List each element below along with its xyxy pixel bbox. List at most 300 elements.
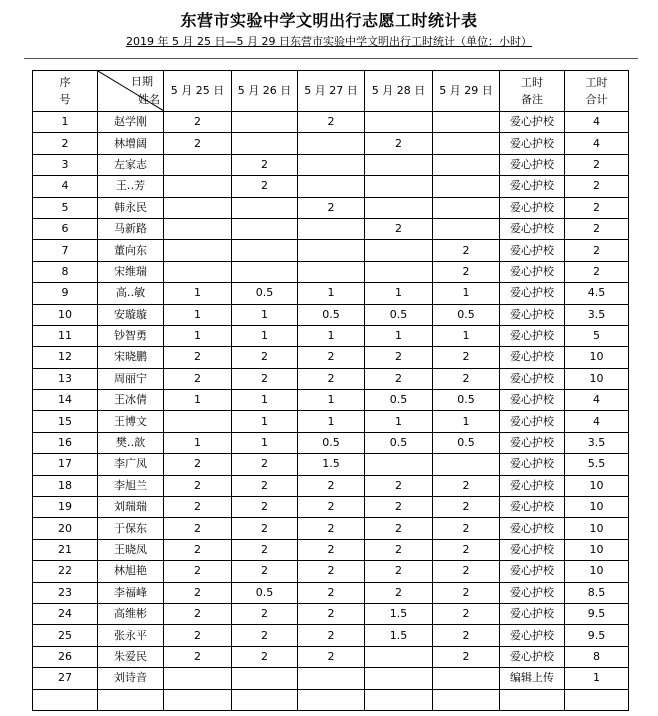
row-total-cell: 8 — [565, 646, 629, 667]
row-hours-d1-cell: 2 — [164, 475, 232, 496]
row-remark-cell: 爱心护校 — [500, 432, 565, 453]
row-remark-cell: 爱心护校 — [500, 582, 565, 603]
row-hours-d4-cell: 2 — [365, 475, 433, 496]
row-remark-cell: 爱心护校 — [500, 347, 565, 368]
row-hours-d5-cell — [433, 668, 500, 689]
row-hours-d5-cell: 1 — [433, 325, 500, 346]
row-hours-d5-cell: 1 — [433, 283, 500, 304]
row-hours-d2-cell — [232, 240, 298, 261]
row-total-cell: 9.5 — [565, 603, 629, 624]
row-name-cell: 安璇璇 — [98, 304, 164, 325]
row-hours-d1-cell — [164, 689, 232, 710]
row-remark-cell: 爱心护校 — [500, 304, 565, 325]
row-total-cell: 10 — [565, 518, 629, 539]
header-date-name-diagonal — [98, 71, 164, 112]
row-name-cell: 马新路 — [98, 218, 164, 239]
table-row — [33, 261, 629, 282]
row-hours-d3-cell: 2 — [298, 539, 365, 560]
table-row — [33, 390, 629, 411]
row-hours-d1-cell: 1 — [164, 304, 232, 325]
row-remark-cell: 爱心护校 — [500, 325, 565, 346]
row-hours-d3-cell — [298, 668, 365, 689]
row-hours-d5-cell: 0.5 — [433, 304, 500, 325]
header-remark — [500, 71, 565, 112]
row-name-cell: 王博文 — [98, 411, 164, 432]
table-row — [33, 432, 629, 453]
row-hours-d5-cell — [433, 133, 500, 154]
row-hours-d5-cell — [433, 689, 500, 710]
row-hours-d2-cell: 2 — [232, 539, 298, 560]
row-remark-cell: 爱心护校 — [500, 133, 565, 154]
row-total-cell: 10 — [565, 475, 629, 496]
row-seq-cell: 9 — [33, 283, 98, 304]
row-seq-cell: 12 — [33, 347, 98, 368]
row-hours-d4-cell: 2 — [365, 582, 433, 603]
row-hours-d3-cell — [298, 133, 365, 154]
row-hours-d4-cell: 2 — [365, 497, 433, 518]
table-row — [33, 646, 629, 667]
table-row — [33, 689, 629, 710]
row-hours-d1-cell: 2 — [164, 368, 232, 389]
row-seq-cell: 16 — [33, 432, 98, 453]
row-hours-d2-cell: 2 — [232, 347, 298, 368]
row-remark-cell: 爱心护校 — [500, 197, 565, 218]
row-hours-d3-cell: 2 — [298, 582, 365, 603]
row-hours-d2-cell: 0.5 — [232, 582, 298, 603]
row-seq-cell: 15 — [33, 411, 98, 432]
header-date-label: 日期 — [131, 75, 153, 88]
header-total — [565, 71, 629, 112]
row-hours-d5-cell — [433, 154, 500, 175]
header-seq-line1: 序 — [59, 76, 71, 89]
row-hours-d5-cell: 2 — [433, 539, 500, 560]
row-hours-d4-cell — [365, 197, 433, 218]
row-seq-cell: 22 — [33, 561, 98, 582]
row-hours-d1-cell: 1 — [164, 325, 232, 346]
row-hours-d2-cell: 2 — [232, 176, 298, 197]
row-remark-cell: 爱心护校 — [500, 283, 565, 304]
header-date-2: 5 月 26 日 — [232, 71, 298, 112]
row-remark-cell: 爱心护校 — [500, 561, 565, 582]
header-date-5: 5 月 29 日 — [433, 71, 500, 112]
row-seq-cell: 13 — [33, 368, 98, 389]
volunteer-hours-table — [32, 70, 629, 711]
row-hours-d5-cell: 2 — [433, 646, 500, 667]
row-hours-d5-cell: 2 — [433, 561, 500, 582]
row-hours-d1-cell: 1 — [164, 390, 232, 411]
row-seq-cell: 11 — [33, 325, 98, 346]
row-hours-d5-cell: 2 — [433, 603, 500, 624]
row-hours-d3-cell — [298, 218, 365, 239]
row-total-cell: 4.5 — [565, 283, 629, 304]
row-hours-d3-cell: 2 — [298, 625, 365, 646]
row-hours-d3-cell: 2 — [298, 112, 365, 133]
row-seq-cell: 17 — [33, 454, 98, 475]
row-hours-d3-cell: 2 — [298, 475, 365, 496]
row-hours-d4-cell: 1 — [365, 325, 433, 346]
row-hours-d1-cell — [164, 261, 232, 282]
row-hours-d5-cell — [433, 112, 500, 133]
header-seq-line2: 号 — [59, 93, 71, 106]
row-seq-cell: 6 — [33, 218, 98, 239]
row-hours-d3-cell: 2 — [298, 561, 365, 582]
row-hours-d5-cell — [433, 454, 500, 475]
row-hours-d4-cell: 2 — [365, 561, 433, 582]
row-hours-d1-cell: 2 — [164, 133, 232, 154]
row-hours-d5-cell: 2 — [433, 240, 500, 261]
table-row — [33, 582, 629, 603]
row-hours-d3-cell: 2 — [298, 518, 365, 539]
table-row — [33, 176, 629, 197]
row-name-cell: 王晓凤 — [98, 539, 164, 560]
row-hours-d1-cell: 2 — [164, 646, 232, 667]
row-name-cell: 宋维瑞 — [98, 261, 164, 282]
table-row — [33, 112, 629, 133]
row-seq-cell: 4 — [33, 176, 98, 197]
row-hours-d4-cell — [365, 240, 433, 261]
table-row — [33, 347, 629, 368]
row-hours-d2-cell — [232, 197, 298, 218]
row-hours-d3-cell — [298, 154, 365, 175]
row-name-cell: 李福峰 — [98, 582, 164, 603]
row-seq-cell: 1 — [33, 112, 98, 133]
header-date-4: 5 月 28 日 — [365, 71, 433, 112]
row-remark-cell: 爱心护校 — [500, 240, 565, 261]
row-total-cell: 3.5 — [565, 432, 629, 453]
table-body — [33, 112, 629, 711]
row-remark-cell: 爱心护校 — [500, 625, 565, 646]
row-name-cell: 于保东 — [98, 518, 164, 539]
row-hours-d4-cell: 0.5 — [365, 304, 433, 325]
row-remark-cell: 爱心护校 — [500, 411, 565, 432]
row-hours-d1-cell: 2 — [164, 454, 232, 475]
row-hours-d4-cell: 2 — [365, 539, 433, 560]
row-total-cell: 4 — [565, 390, 629, 411]
row-hours-d3-cell — [298, 176, 365, 197]
row-hours-d4-cell: 1.5 — [365, 603, 433, 624]
row-hours-d4-cell: 2 — [365, 347, 433, 368]
row-hours-d5-cell: 0.5 — [433, 432, 500, 453]
table-row — [33, 218, 629, 239]
row-hours-d4-cell — [365, 646, 433, 667]
table-row — [33, 497, 629, 518]
row-hours-d1-cell: 2 — [164, 347, 232, 368]
row-hours-d1-cell: 2 — [164, 603, 232, 624]
row-hours-d3-cell: 2 — [298, 368, 365, 389]
row-hours-d1-cell: 2 — [164, 561, 232, 582]
row-remark-cell: 爱心护校 — [500, 646, 565, 667]
row-hours-d4-cell — [365, 176, 433, 197]
row-hours-d4-cell — [365, 689, 433, 710]
row-total-cell: 10 — [565, 539, 629, 560]
row-hours-d4-cell — [365, 668, 433, 689]
row-total-cell: 2 — [565, 197, 629, 218]
row-hours-d3-cell: 1 — [298, 411, 365, 432]
row-hours-d2-cell: 2 — [232, 475, 298, 496]
row-hours-d2-cell — [232, 689, 298, 710]
row-hours-d3-cell: 1.5 — [298, 454, 365, 475]
row-name-cell: 宋晓鹏 — [98, 347, 164, 368]
table-row — [33, 539, 629, 560]
row-total-cell: 2 — [565, 176, 629, 197]
table-row — [33, 411, 629, 432]
row-total-cell: 2 — [565, 240, 629, 261]
row-total-cell: 10 — [565, 497, 629, 518]
row-hours-d1-cell — [164, 154, 232, 175]
row-seq-cell: 7 — [33, 240, 98, 261]
table-row — [33, 625, 629, 646]
row-hours-d3-cell — [298, 689, 365, 710]
row-hours-d1-cell: 2 — [164, 497, 232, 518]
row-total-cell: 5.5 — [565, 454, 629, 475]
document-subtitle: 2019 年 5 月 25 日—5 月 29 日东营市实验中学文明出行工时统计（单位：小时） — [126, 35, 532, 48]
row-hours-d3-cell: 1 — [298, 283, 365, 304]
table-row — [33, 197, 629, 218]
table-row — [33, 603, 629, 624]
row-name-cell: 高‥敏 — [98, 283, 164, 304]
row-hours-d5-cell: 2 — [433, 261, 500, 282]
row-hours-d4-cell: 2 — [365, 368, 433, 389]
row-name-cell: 樊‥歆 — [98, 432, 164, 453]
row-total-cell: 4 — [565, 411, 629, 432]
row-hours-d3-cell: 0.5 — [298, 304, 365, 325]
row-hours-d4-cell: 1.5 — [365, 625, 433, 646]
row-total-cell: 1 — [565, 668, 629, 689]
row-hours-d2-cell — [232, 218, 298, 239]
row-remark-cell: 爱心护校 — [500, 176, 565, 197]
row-remark-cell: 爱心护校 — [500, 475, 565, 496]
table-header-row — [33, 71, 629, 112]
row-remark-cell: 爱心护校 — [500, 603, 565, 624]
row-name-cell: 刘瑞瑞 — [98, 497, 164, 518]
row-hours-d3-cell: 2 — [298, 646, 365, 667]
row-remark-cell: 爱心护校 — [500, 112, 565, 133]
row-name-cell: 左家志 — [98, 154, 164, 175]
header-total-line1: 工时 — [585, 76, 608, 89]
row-hours-d4-cell: 2 — [365, 218, 433, 239]
row-seq-cell: 10 — [33, 304, 98, 325]
row-hours-d5-cell: 2 — [433, 475, 500, 496]
row-hours-d2-cell: 1 — [232, 390, 298, 411]
row-seq-cell: 24 — [33, 603, 98, 624]
row-seq-cell: 8 — [33, 261, 98, 282]
row-total-cell: 4 — [565, 112, 629, 133]
row-hours-d5-cell: 2 — [433, 582, 500, 603]
row-hours-d2-cell: 2 — [232, 561, 298, 582]
row-hours-d5-cell — [433, 197, 500, 218]
row-hours-d2-cell: 2 — [232, 454, 298, 475]
row-name-cell: 赵学刚 — [98, 112, 164, 133]
row-seq-cell — [33, 689, 98, 710]
row-remark-cell: 爱心护校 — [500, 518, 565, 539]
header-name-label: 姓名 — [138, 93, 160, 106]
row-remark-cell: 爱心护校 — [500, 539, 565, 560]
row-hours-d2-cell: 2 — [232, 368, 298, 389]
row-remark-cell: 爱心护校 — [500, 218, 565, 239]
row-total-cell: 2 — [565, 218, 629, 239]
row-remark-cell: 爱心护校 — [500, 454, 565, 475]
row-hours-d2-cell: 1 — [232, 411, 298, 432]
row-hours-d3-cell: 1 — [298, 390, 365, 411]
row-hours-d2-cell: 1 — [232, 304, 298, 325]
row-total-cell: 4 — [565, 133, 629, 154]
row-hours-d1-cell: 2 — [164, 518, 232, 539]
row-hours-d2-cell: 2 — [232, 646, 298, 667]
row-name-cell: 张永平 — [98, 625, 164, 646]
row-name-cell — [98, 689, 164, 710]
row-hours-d1-cell — [164, 197, 232, 218]
row-seq-cell: 21 — [33, 539, 98, 560]
row-total-cell: 5 — [565, 325, 629, 346]
row-hours-d4-cell — [365, 261, 433, 282]
table-row — [33, 668, 629, 689]
row-name-cell: 董向东 — [98, 240, 164, 261]
row-seq-cell: 27 — [33, 668, 98, 689]
row-name-cell: 林旭艳 — [98, 561, 164, 582]
row-hours-d5-cell — [433, 176, 500, 197]
row-name-cell: 周丽宁 — [98, 368, 164, 389]
row-hours-d5-cell: 2 — [433, 497, 500, 518]
row-hours-d1-cell: 2 — [164, 582, 232, 603]
row-name-cell: 朱爱民 — [98, 646, 164, 667]
row-total-cell: 2 — [565, 154, 629, 175]
row-hours-d3-cell — [298, 261, 365, 282]
row-hours-d5-cell: 2 — [433, 347, 500, 368]
table-row — [33, 283, 629, 304]
row-remark-cell: 爱心护校 — [500, 390, 565, 411]
row-total-cell: 2 — [565, 261, 629, 282]
row-hours-d4-cell: 1 — [365, 283, 433, 304]
header-date-3: 5 月 27 日 — [298, 71, 365, 112]
row-hours-d4-cell — [365, 112, 433, 133]
row-hours-d4-cell — [365, 454, 433, 475]
row-hours-d2-cell: 1 — [232, 432, 298, 453]
row-remark-cell: 爱心护校 — [500, 497, 565, 518]
row-hours-d1-cell — [164, 176, 232, 197]
row-remark-cell: 爱心护校 — [500, 154, 565, 175]
row-hours-d1-cell: 1 — [164, 283, 232, 304]
row-total-cell: 8.5 — [565, 582, 629, 603]
row-total-cell — [565, 689, 629, 710]
table-row — [33, 518, 629, 539]
row-hours-d2-cell — [232, 133, 298, 154]
header-remark-line1: 工时 — [521, 76, 543, 89]
row-remark-cell: 爱心护校 — [500, 368, 565, 389]
row-name-cell: 刘诗音 — [98, 668, 164, 689]
row-hours-d2-cell — [232, 112, 298, 133]
row-total-cell: 10 — [565, 347, 629, 368]
row-hours-d1-cell: 2 — [164, 539, 232, 560]
row-hours-d1-cell — [164, 411, 232, 432]
table-row — [33, 240, 629, 261]
row-hours-d2-cell: 1 — [232, 325, 298, 346]
row-total-cell: 10 — [565, 368, 629, 389]
row-hours-d3-cell — [298, 240, 365, 261]
row-seq-cell: 25 — [33, 625, 98, 646]
row-hours-d2-cell: 0.5 — [232, 283, 298, 304]
table-row — [33, 475, 629, 496]
row-name-cell: 林增阔 — [98, 133, 164, 154]
header-seq — [33, 71, 98, 112]
document-title: 东营市实验中学文明出行志愿工时统计表 — [180, 11, 478, 30]
row-hours-d5-cell: 2 — [433, 518, 500, 539]
row-name-cell: 高维彬 — [98, 603, 164, 624]
row-name-cell: 钞智勇 — [98, 325, 164, 346]
row-seq-cell: 19 — [33, 497, 98, 518]
row-name-cell: 李旭兰 — [98, 475, 164, 496]
row-hours-d3-cell: 2 — [298, 197, 365, 218]
row-hours-d2-cell: 2 — [232, 518, 298, 539]
row-total-cell: 10 — [565, 561, 629, 582]
table-row — [33, 561, 629, 582]
row-hours-d1-cell: 2 — [164, 112, 232, 133]
row-hours-d3-cell: 2 — [298, 497, 365, 518]
row-hours-d1-cell — [164, 218, 232, 239]
row-hours-d2-cell: 2 — [232, 497, 298, 518]
row-seq-cell: 2 — [33, 133, 98, 154]
row-hours-d2-cell: 2 — [232, 154, 298, 175]
row-hours-d4-cell: 2 — [365, 133, 433, 154]
row-hours-d1-cell: 1 — [164, 432, 232, 453]
row-total-cell: 3.5 — [565, 304, 629, 325]
row-hours-d2-cell — [232, 261, 298, 282]
row-seq-cell: 26 — [33, 646, 98, 667]
row-seq-cell: 23 — [33, 582, 98, 603]
header-date-1: 5 月 25 日 — [164, 71, 232, 112]
row-seq-cell: 5 — [33, 197, 98, 218]
row-seq-cell: 20 — [33, 518, 98, 539]
table-row — [33, 368, 629, 389]
page-margin-line — [24, 58, 638, 59]
row-hours-d3-cell: 2 — [298, 603, 365, 624]
row-seq-cell: 18 — [33, 475, 98, 496]
row-hours-d4-cell — [365, 154, 433, 175]
row-name-cell: 李广凤 — [98, 454, 164, 475]
row-hours-d2-cell — [232, 668, 298, 689]
table-row — [33, 454, 629, 475]
row-hours-d1-cell — [164, 240, 232, 261]
row-hours-d3-cell: 0.5 — [298, 432, 365, 453]
row-hours-d3-cell: 1 — [298, 325, 365, 346]
row-seq-cell: 3 — [33, 154, 98, 175]
row-hours-d1-cell: 2 — [164, 625, 232, 646]
row-hours-d2-cell: 2 — [232, 625, 298, 646]
row-hours-d4-cell: 1 — [365, 411, 433, 432]
row-hours-d3-cell: 2 — [298, 347, 365, 368]
row-hours-d5-cell: 1 — [433, 411, 500, 432]
row-seq-cell: 14 — [33, 390, 98, 411]
row-hours-d5-cell: 0.5 — [433, 390, 500, 411]
row-hours-d2-cell: 2 — [232, 603, 298, 624]
row-name-cell: 韩永民 — [98, 197, 164, 218]
row-hours-d5-cell: 2 — [433, 625, 500, 646]
row-remark-cell — [500, 689, 565, 710]
row-remark-cell: 编辑上传 — [500, 668, 565, 689]
row-hours-d5-cell: 2 — [433, 368, 500, 389]
header-remark-line2: 备注 — [521, 93, 543, 106]
row-hours-d4-cell: 0.5 — [365, 432, 433, 453]
row-hours-d4-cell: 2 — [365, 518, 433, 539]
row-hours-d1-cell — [164, 668, 232, 689]
row-hours-d4-cell: 0.5 — [365, 390, 433, 411]
table-row — [33, 304, 629, 325]
table-row — [33, 325, 629, 346]
row-total-cell: 9.5 — [565, 625, 629, 646]
table-row — [33, 154, 629, 175]
row-remark-cell: 爱心护校 — [500, 261, 565, 282]
row-name-cell: 王冰倩 — [98, 390, 164, 411]
row-name-cell: 王‥芳 — [98, 176, 164, 197]
